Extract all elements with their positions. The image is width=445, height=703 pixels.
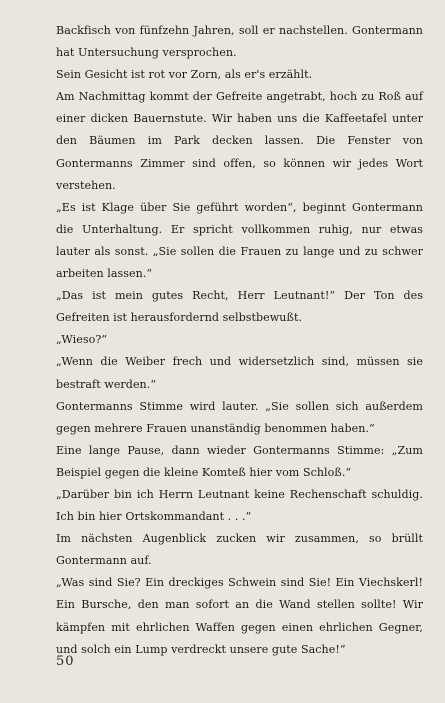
body-text — [56, 20, 423, 661]
paragraph: Am Nachmittag kommt der Gefreite angetrabt, hoch zu Roß auf einer dicken Bauernstute. Wir haben uns die Kaffeetafel unter den Bäumen im Park decken lassen. Die Fenster von Gontermanns Zimmer sind offen, so können wir jedes Wort verstehen. — [56, 90, 423, 192]
paragraph: „Das ist mein gutes Recht, Herr Leutnant!“ Der Ton des Gefreiten ist herausfordernd selbstbewußt. — [56, 289, 423, 325]
paragraph: Eine lange Pause, dann wieder Gontermanns Stimme: „Zum Beispiel gegen die kleine Komteß hier vom Schloß.“ — [56, 443, 423, 479]
paragraph: Backfisch von fünfzehn Jahren, soll er nachstellen. Gontermann hat Untersuchung versprochen. — [56, 24, 423, 60]
paragraph: „Was sind Sie? Ein dreckiges Schwein sind Sie! Ein Viechskerl! Ein Bursche, den man sofort an die Wand stellen sollte! Wir kämpfen mit ehrlichen Waffen gegen einen ehrlichen Gegner, und solch ein Lump verdreckt unsere gute Sache!“ — [56, 576, 423, 656]
paragraph: Sein Gesicht ist rot vor Zorn, als er's erzählt. — [56, 68, 313, 82]
paragraph: „Es ist Klage über Sie geführt worden“, beginnt Gontermann die Unterhaltung. Er spricht vollkommen ruhig, nur etwas lauter als sonst. „Sie sollen die Frauen zu lange und zu schwer arbeiten lassen.“ — [56, 200, 423, 281]
paragraph: „Wieso?“ — [56, 333, 108, 347]
paragraph: „Darüber bin ich Herrn Leutnant keine Rechenschaft schuldig. Ich bin hier Ortskommandant . . .“ — [56, 487, 423, 524]
paragraph: Im nächsten Augenblick zucken wir zusammen, so brüllt Gontermann auf. — [56, 532, 423, 568]
paragraph: „Wenn die Weiber frech und widersetzlich sind, müssen sie bestraft werden.“ — [56, 355, 423, 391]
paragraph: Gontermanns Stimme wird lauter. „Sie sollen sich außerdem gegen mehrere Frauen unanständig benommen haben.“ — [56, 399, 423, 435]
page-number: 50 — [56, 654, 75, 669]
